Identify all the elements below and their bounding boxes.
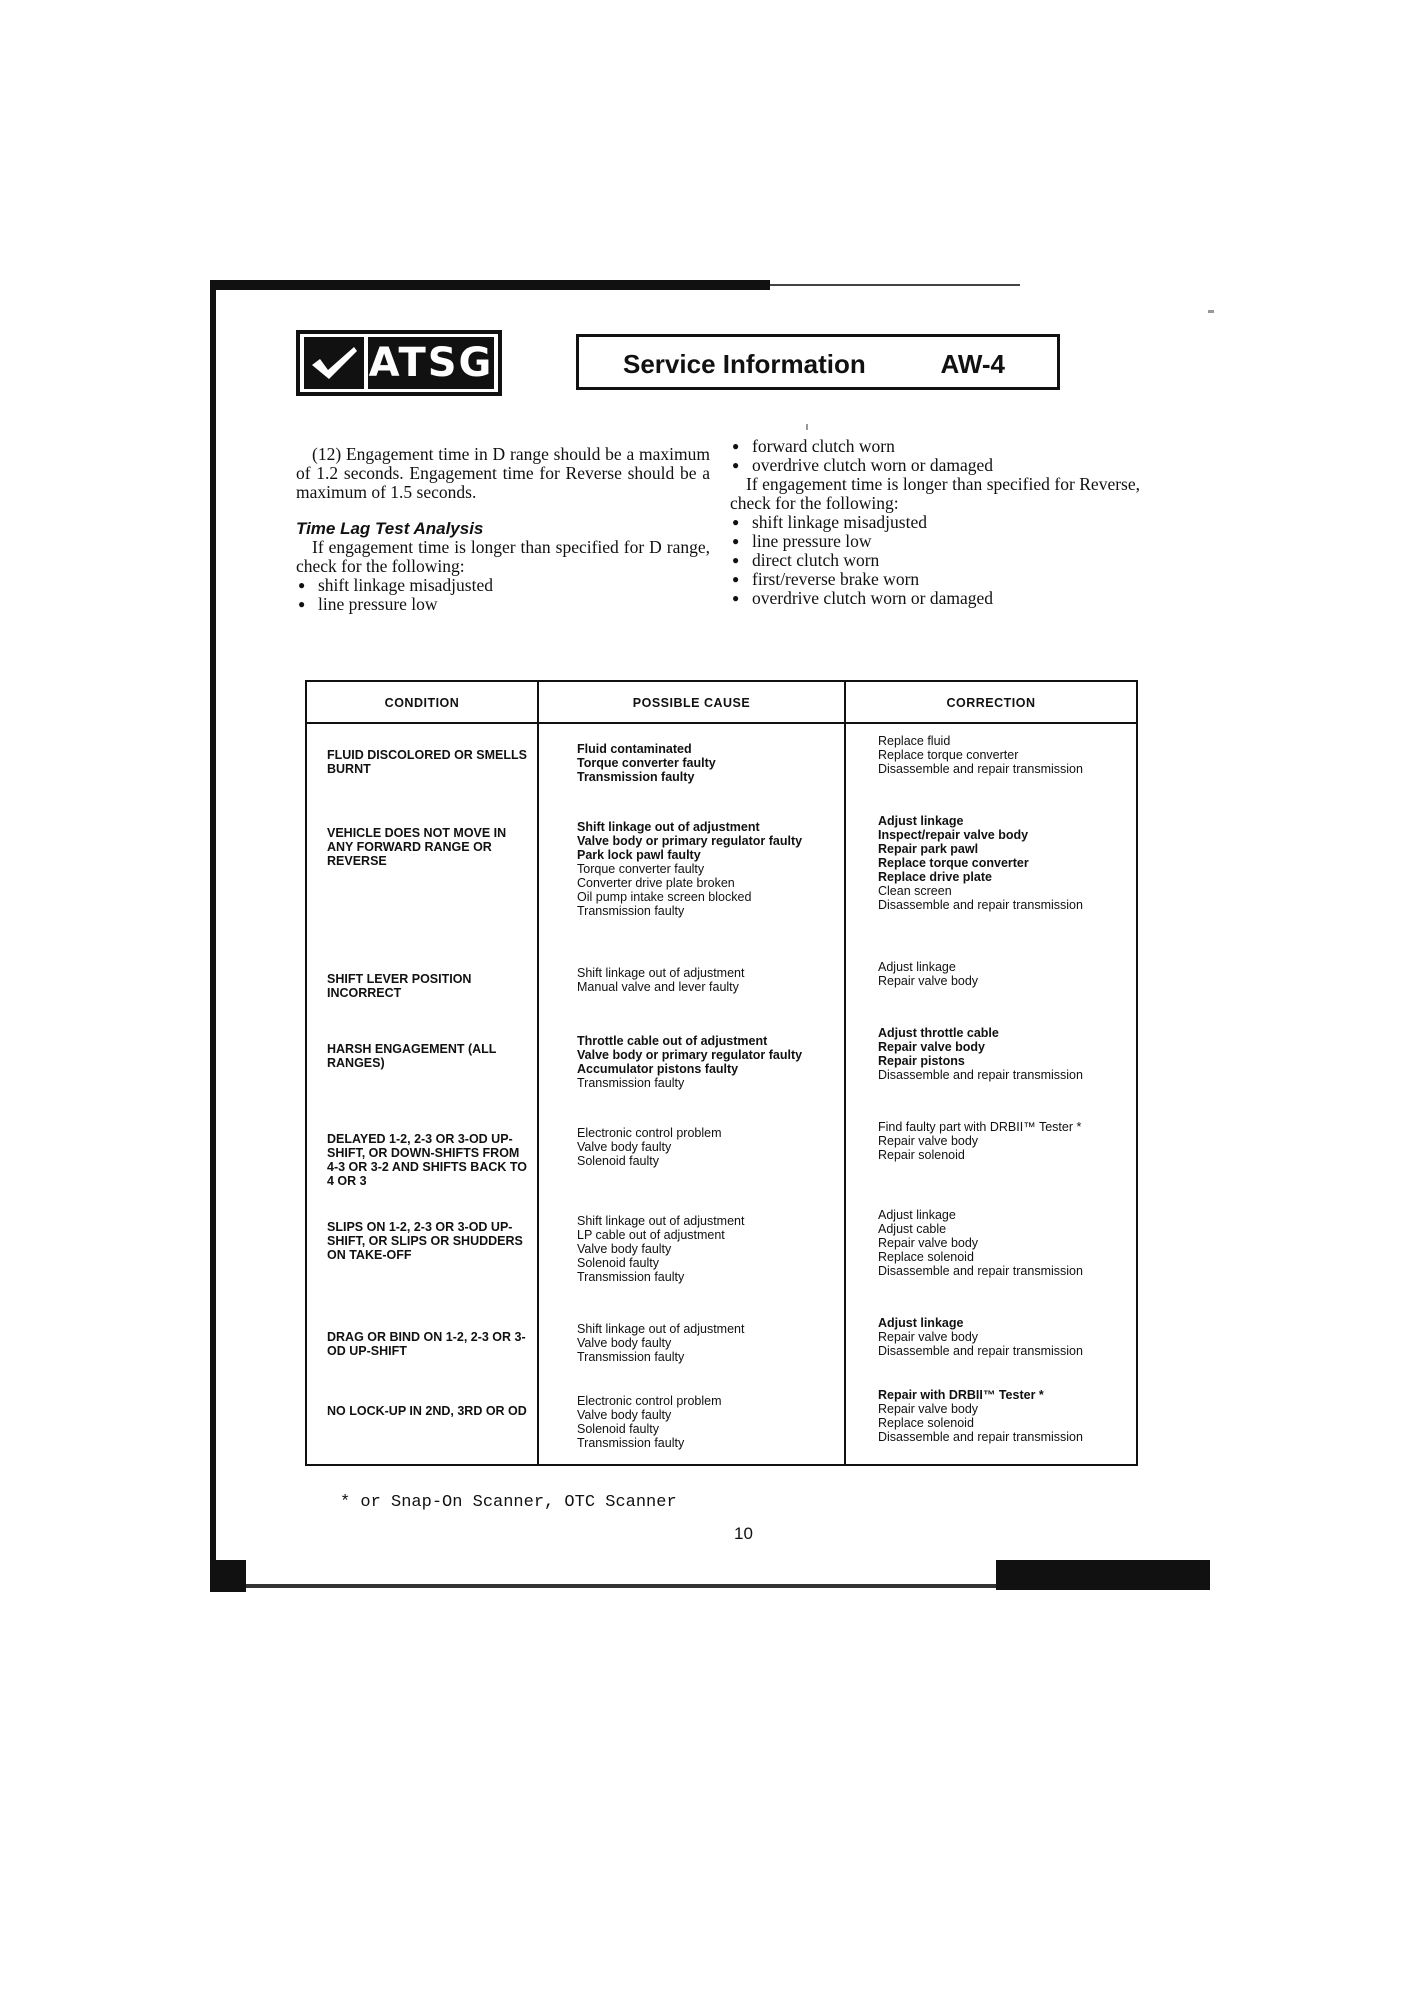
condition-cell: SHIFT LEVER POSITION INCORRECT (327, 972, 472, 1000)
cause-cell: Shift linkage out of adjustment LP cable out of adjustment Valve body faulty Solenoid faulty Transmission faulty (577, 1214, 745, 1284)
correction-cell: Adjust linkage Inspect/repair valve body Repair park pawl Replace torque converter Replace drive plate Clean screen Disassemble and repair transmission (878, 814, 1083, 912)
column-header-possible-cause: POSSIBLE CAUSE (632, 696, 751, 710)
bottom-border-rule (996, 1560, 1210, 1590)
checkmark-icon (304, 337, 364, 389)
left-border-rule (210, 280, 216, 1592)
condition-cell: VEHICLE DOES NOT MOVE IN ANY FORWARD RANGE OR REVERSE (327, 826, 507, 868)
cause-cell: Shift linkage out of adjustment Manual valve and lever faulty (577, 966, 745, 994)
cause-cell: Electronic control problem Valve body faulty Solenoid faulty (577, 1126, 722, 1168)
correction-cell: Adjust throttle cable Repair valve body Repair pistons Disassemble and repair transmission (878, 1026, 1083, 1082)
page-number: 10 (734, 1524, 753, 1543)
left-corner-mark (210, 1560, 246, 1592)
left-text-column (296, 445, 710, 614)
condition-cell: DRAG OR BIND ON 1-2, 2-3 OR 3-OD UP-SHIFT (327, 1330, 526, 1358)
logo-wordmark: ATSG (368, 337, 494, 389)
bullet-item: ● first/reverse brake worn (730, 570, 1140, 589)
column-header-correction: CORRECTION (946, 696, 1036, 710)
engagement-note: (12) Engagement time in D range should be a maximum of 1.2 seconds. Engagement time for Reverse should be a maximum of 1.5 seconds. (296, 444, 710, 502)
scan-speck (1208, 310, 1214, 313)
model-code: AW-4 (940, 349, 1005, 379)
reverse-intro: If engagement time is longer than specified for Reverse, check for the following: (730, 474, 1140, 513)
bottom-border-rule-thin (246, 1584, 996, 1588)
top-border-rule-thin (770, 284, 1020, 286)
scan-speck (806, 424, 808, 430)
cause-cell: Shift linkage out of adjustment Valve body or primary regulator faulty Park lock pawl faulty Torque converter faulty Converter drive plate broken Oil pump intake screen blocked Transmission faulty (577, 820, 803, 918)
page-title: Service Information (623, 349, 866, 379)
condition-cell: FLUID DISCOLORED OR SMELLS BURNT (327, 748, 527, 776)
bullet-item: ● shift linkage misadjusted (730, 513, 1140, 532)
correction-cell: Adjust linkage Repair valve body Disassemble and repair transmission (878, 1316, 1083, 1358)
condition-cell: NO LOCK-UP IN 2ND, 3RD OR OD (327, 1404, 527, 1418)
condition-cell: DELAYED 1-2, 2-3 OR 3-OD UP-SHIFT, OR DOWN-SHIFTS FROM 4-3 OR 3-2 AND SHIFTS BACK TO 4 OR 3 (327, 1132, 528, 1188)
correction-cell: Find faulty part with DRBII™ Tester * Repair valve body Repair solenoid (878, 1120, 1082, 1162)
column-divider (844, 682, 846, 1464)
cause-cell: Shift linkage out of adjustment Valve body faulty Transmission faulty (577, 1322, 745, 1364)
condition-cell: HARSH ENGAGEMENT (ALL RANGES) (327, 1042, 497, 1070)
correction-cell: Replace fluid Replace torque converter Disassemble and repair transmission (878, 734, 1083, 776)
bullet-item: ● line pressure low (730, 532, 1140, 551)
correction-cell: Adjust linkage Repair valve body (878, 960, 979, 988)
column-header-condition: CONDITION (384, 696, 460, 710)
cause-cell: Fluid contaminated Torque converter faulty Transmission faulty (577, 742, 716, 784)
bullet-item: ● overdrive clutch worn or damaged (730, 456, 1140, 475)
correction-cell: Adjust linkage Adjust cable Repair valve body Replace solenoid Disassemble and repair transmission (878, 1208, 1083, 1278)
diagnosis-table (305, 680, 1138, 1466)
condition-cell: SLIPS ON 1-2, 2-3 OR 3-OD UP-SHIFT, OR SLIPS OR SHUDDERS ON TAKE-OFF (327, 1220, 523, 1262)
atsg-logo (296, 330, 502, 396)
cause-cell: Throttle cable out of adjustment Valve body or primary regulator faulty Accumulator pistons faulty Transmission faulty (577, 1034, 803, 1090)
bullet-item: ● shift linkage misadjusted (296, 576, 710, 595)
top-border-rule (210, 280, 770, 290)
bullet-item: ● direct clutch worn (730, 551, 1140, 570)
column-divider (537, 682, 539, 1464)
cause-cell: Electronic control problem Valve body faulty Solenoid faulty Transmission faulty (577, 1394, 722, 1450)
header-divider (307, 722, 1136, 724)
bullet-item: ● line pressure low (296, 595, 710, 614)
d-range-intro: If engagement time is longer than specified for D range, check for the following: (296, 537, 710, 576)
correction-cell: Repair with DRBII™ Tester * Repair valve body Replace solenoid Disassemble and repair transmission (878, 1388, 1083, 1444)
section-title: Time Lag Test Analysis (296, 519, 484, 538)
right-text-column (730, 437, 1140, 608)
footnote: * or Snap-On Scanner, OTC Scanner (340, 1493, 677, 1512)
bullet-item: ● overdrive clutch worn or damaged (730, 589, 1140, 608)
bullet-item: ● forward clutch worn (730, 437, 1140, 456)
header-box (576, 334, 1060, 390)
